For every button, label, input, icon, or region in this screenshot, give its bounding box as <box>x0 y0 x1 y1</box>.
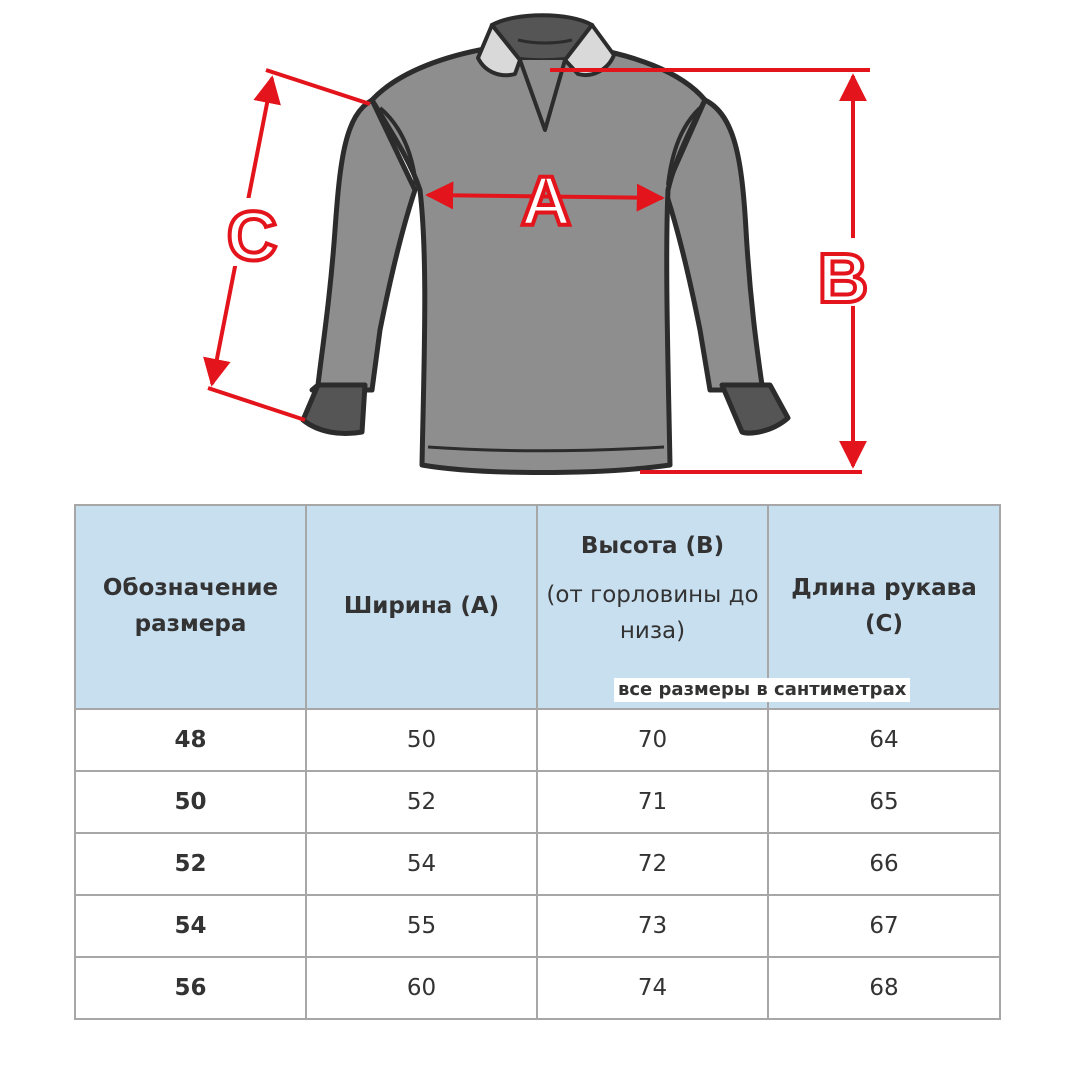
width-cell: 54 <box>306 833 537 895</box>
size-cell: 52 <box>75 833 306 895</box>
height-cell: 72 <box>537 833 768 895</box>
header-height-main: Высота (B) <box>580 532 725 559</box>
size-cell: 56 <box>75 957 306 1019</box>
sleeve-cell: 65 <box>768 771 1000 833</box>
width-cell: 60 <box>306 957 537 1019</box>
header-height-sub: (от горловины до низа) <box>546 582 759 644</box>
table-row <box>75 709 1000 771</box>
garment-measurement-diagram <box>0 0 1074 490</box>
width-cell: 52 <box>306 771 537 833</box>
size-cell: 48 <box>75 709 306 771</box>
height-cell: 74 <box>537 957 768 1019</box>
units-note: все размеры в сантиметрах <box>614 678 910 702</box>
size-cell: 50 <box>75 771 306 833</box>
header-width: Ширина (A) <box>306 505 537 709</box>
width-cell: 55 <box>306 895 537 957</box>
table-header-row <box>75 505 1000 709</box>
size-table <box>74 504 1001 1020</box>
label-a: A <box>520 162 572 240</box>
table-row <box>75 833 1000 895</box>
sleeve-cell: 66 <box>768 833 1000 895</box>
sweater-illustration <box>303 15 788 472</box>
sleeve-cell: 64 <box>768 709 1000 771</box>
sleeve-cell: 68 <box>768 957 1000 1019</box>
width-cell: 50 <box>306 709 537 771</box>
size-cell: 54 <box>75 895 306 957</box>
table-row <box>75 957 1000 1019</box>
sleeve-cell: 67 <box>768 895 1000 957</box>
header-size: Обозначение размера <box>75 505 306 709</box>
table-row <box>75 771 1000 833</box>
height-cell: 73 <box>537 895 768 957</box>
label-b: B <box>817 239 869 317</box>
table-row <box>75 895 1000 957</box>
height-cell: 70 <box>537 709 768 771</box>
header-sleeve: Длина рукава (C) <box>768 505 1000 709</box>
height-cell: 71 <box>537 771 768 833</box>
label-c: C <box>226 197 278 275</box>
